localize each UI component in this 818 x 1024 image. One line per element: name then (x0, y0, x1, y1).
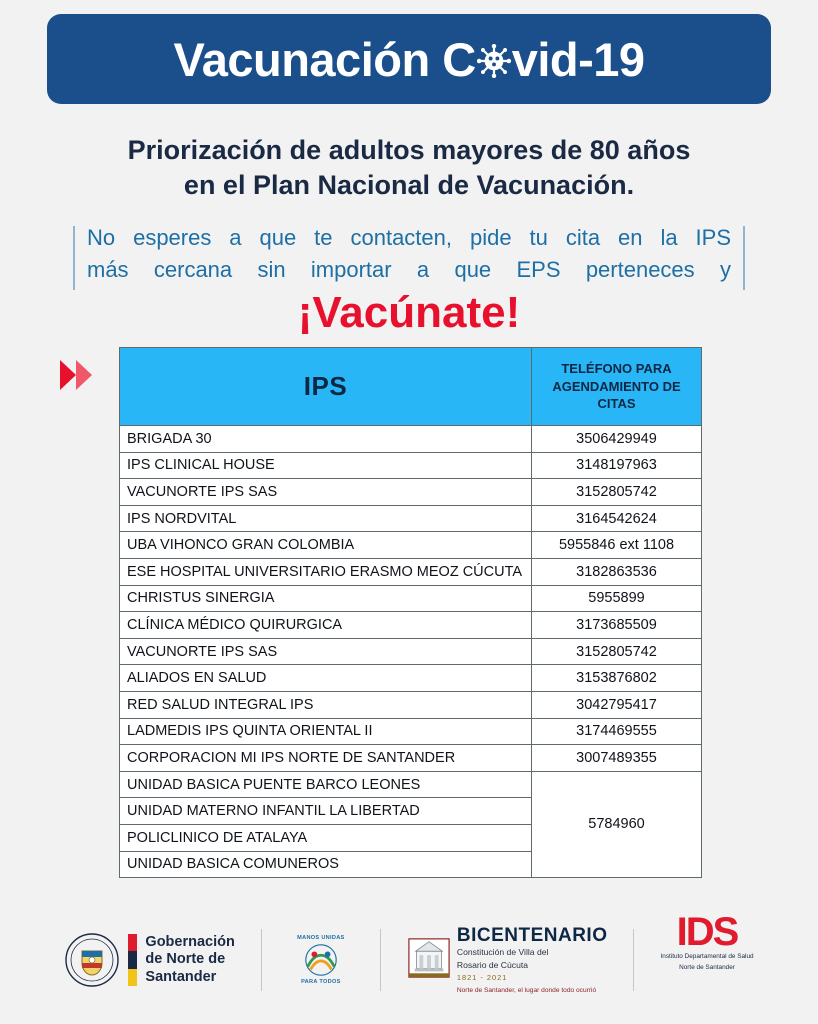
cell-telefono: 3506429949 (532, 426, 702, 453)
gobernacion-line-1: Gobernación (145, 934, 235, 951)
note-line-2: más cercana sin importar a que EPS perteneces y (87, 256, 731, 282)
bicentenario-years: 1821 - 2021 (456, 972, 508, 982)
cell-ips: LADMEDIS IPS QUINTA ORIENTAL II (120, 718, 532, 745)
cell-telefono-merged: 5784960 (532, 771, 702, 877)
column-header-telefono: TELÉFONO PARA AGENDAMIENTO DE CITAS (532, 348, 702, 426)
cell-ips: POLICLINICO DE ATALAYA (120, 824, 532, 851)
table-row (120, 532, 702, 559)
table-row (120, 612, 702, 639)
ids-monogram: IDS (676, 910, 738, 954)
cell-ips: BRIGADA 30 (120, 426, 532, 453)
bicentenario-footnote: Norte de Santander, el lugar donde todo ocurrió (456, 986, 597, 994)
table-row (120, 426, 702, 453)
title-text-after: vid-19 (511, 32, 645, 86)
manos-unidas-top-text: MANOS UNIDAS (297, 935, 345, 941)
bicentenario-sub-2: Rosario de Cúcuta (456, 960, 529, 970)
column-header-ips: IPS (120, 348, 532, 426)
subtitle-line-1: Priorización de adultos mayores de 80 años (127, 135, 691, 165)
ids-caption-1: Instituto Departamental de Salud (660, 953, 754, 960)
cell-telefono: 3164542624 (532, 505, 702, 532)
ids-logo (660, 910, 754, 1006)
vaccinate-callout: ¡Vacúnate! (297, 288, 521, 337)
cell-ips: IPS NORDVITAL (120, 505, 532, 532)
footer-logos (0, 905, 818, 1015)
note-line-1: No esperes a que te contacten, pide tu cita en la IPS (87, 225, 731, 250)
gobernacion-text (145, 934, 234, 985)
table-row (120, 505, 702, 532)
bicentenario-text (457, 926, 608, 993)
table-row (120, 771, 702, 798)
table-row (120, 638, 702, 665)
subtitle (0, 133, 818, 202)
cell-ips: UNIDAD MATERNO INFANTIL LA LIBERTAD (120, 798, 532, 825)
table-row (120, 558, 702, 585)
table-header-row (120, 348, 702, 426)
footer-divider (633, 929, 634, 991)
table-row (120, 745, 702, 772)
footer-divider (380, 929, 381, 991)
red-arrow-icon (60, 358, 106, 392)
ids-caption-2: Norte de Santander (679, 964, 735, 971)
cell-ips: CORPORACION MI IPS NORTE DE SANTANDER (120, 745, 532, 772)
cell-telefono: 3153876802 (532, 665, 702, 692)
covid-virus-icon (477, 44, 511, 78)
cell-telefono: 3007489355 (532, 745, 702, 772)
table-row (120, 691, 702, 718)
page-title (173, 32, 644, 87)
gobernacion-line-2: de Norte de (145, 951, 226, 968)
subtitle-line-2: en el Plan Nacional de Vacunación. (183, 169, 635, 200)
cell-telefono: 3152805742 (532, 638, 702, 665)
cell-telefono: 3152805742 (532, 479, 702, 506)
cell-telefono: 3042795417 (532, 691, 702, 718)
table-row (120, 718, 702, 745)
cell-telefono: 3173685509 (532, 612, 702, 639)
coat-of-arms-icon (64, 929, 120, 991)
cell-ips: UNIDAD BASICA PUENTE BARCO LEONES (120, 771, 532, 798)
cell-ips: ALIADOS EN SALUD (120, 665, 532, 692)
cell-telefono: 3174469555 (532, 718, 702, 745)
header-banner (47, 14, 771, 104)
cell-ips: IPS CLINICAL HOUSE (120, 452, 532, 479)
cell-telefono: 3148197963 (532, 452, 702, 479)
gobernacion-logo (64, 914, 234, 1006)
table-row (120, 665, 702, 692)
table-row (120, 479, 702, 506)
manos-unidas-logo (288, 929, 354, 991)
bicentenario-logo (407, 914, 608, 1006)
cell-ips: RED SALUD INTEGRAL IPS (120, 691, 532, 718)
cell-ips: CLÍNICA MÉDICO QUIRURGICA (120, 612, 532, 639)
gobernacion-line-3: Santander (145, 968, 217, 985)
cell-telefono: 5955899 (532, 585, 702, 612)
cell-ips: VACUNORTE IPS SAS (120, 479, 532, 506)
flag-bars-icon (128, 934, 137, 986)
table-body (120, 426, 702, 878)
bicentenario-title: BICENTENARIO (456, 925, 608, 947)
cell-ips: UNIDAD BASICA COMUNEROS (120, 851, 532, 878)
ips-table-container (119, 347, 701, 878)
cell-telefono: 5955846 ext 1108 (532, 532, 702, 559)
manos-unidas-bottom-text: PARA TODOS (301, 979, 341, 985)
temple-icon (407, 933, 451, 988)
hands-icon (292, 941, 350, 979)
cell-ips: ESE HOSPITAL UNIVERSITARIO ERASMO MEOZ CÚCUTA (120, 558, 532, 585)
table-row (120, 452, 702, 479)
call-to-action-note (73, 222, 745, 286)
title-text-before: Vacunación C (173, 32, 476, 86)
table-row (120, 585, 702, 612)
footer-divider (261, 929, 262, 991)
bicentenario-sub-1: Constitución de Villa del (456, 947, 549, 958)
cell-ips: VACUNORTE IPS SAS (120, 638, 532, 665)
cell-telefono: 3182863536 (532, 558, 702, 585)
cell-ips: UBA VIHONCO GRAN COLOMBIA (120, 532, 532, 559)
ips-table (119, 347, 702, 878)
cell-ips: CHRISTUS SINERGIA (120, 585, 532, 612)
